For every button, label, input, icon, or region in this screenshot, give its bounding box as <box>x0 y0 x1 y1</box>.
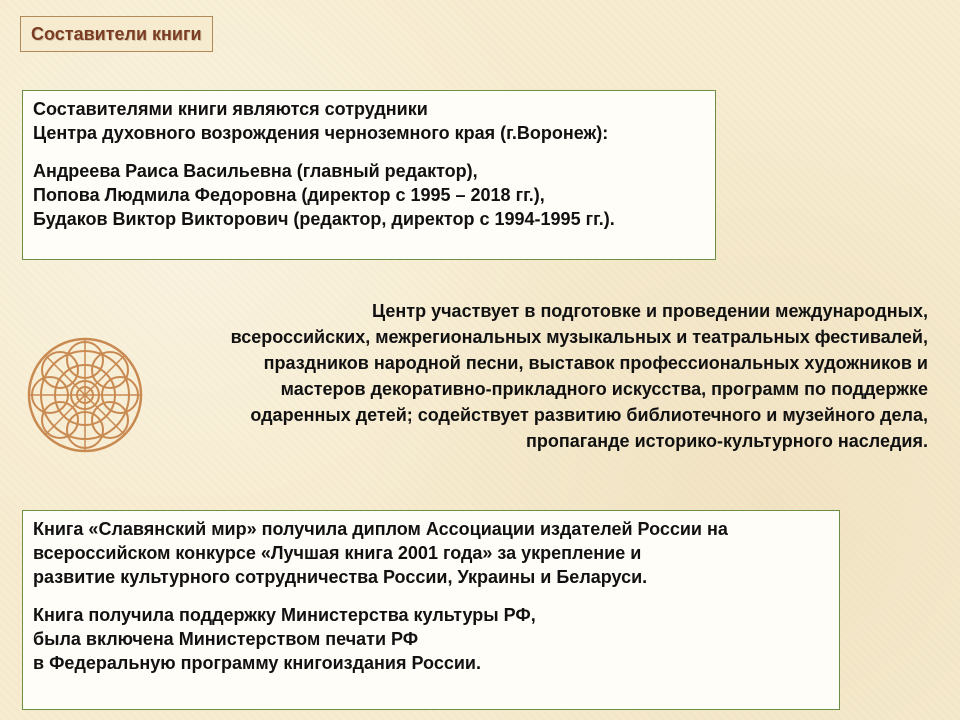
support-paragraph <box>33 603 829 675</box>
center-description-line: Центр участвует в подготовке и проведении международных, <box>372 301 928 321</box>
compilers-box <box>22 90 716 260</box>
center-description-line: пропаганде историко-культурного наследия. <box>526 431 928 451</box>
compiler-entry: Попова Людмила Федоровна (директор с 1995 – 2018 гг.), <box>33 185 545 205</box>
award-line: развитие культурного сотрудничества России, Украины и Беларуси. <box>33 567 648 587</box>
compilers-intro-line: Центра духовного возрождения черноземного края (г.Воронеж): <box>33 123 609 143</box>
center-description-line: мастеров декоративно-прикладного искусства, программ по поддержке <box>280 379 928 399</box>
center-description-line: праздников народной песни, выставок профессиональных художников и <box>263 353 928 373</box>
compilers-people <box>33 159 705 231</box>
support-line: была включена Министерством печати РФ <box>33 629 419 649</box>
compiler-entry: Андреева Раиса Васильевна (главный редактор), <box>33 161 478 181</box>
center-description <box>128 298 928 454</box>
award-line: всероссийском конкурсе «Лучшая книга 2001 года» за укрепление и <box>33 543 642 563</box>
award-box <box>22 510 840 710</box>
award-line: Книга «Славянский мир» получила диплом Ассоциации издателей России на <box>33 519 728 539</box>
center-description-line: одаренных детей; содействует развитию библиотечного и музейного дела, <box>250 405 928 425</box>
center-description-line: всероссийских, межрегиональных музыкальных и театральных фестивалей, <box>230 327 928 347</box>
compiler-entry: Будаков Виктор Викторович (редактор, директор с 1994-1995 гг.). <box>33 209 615 229</box>
compilers-intro-line: Составителями книги являются сотрудники <box>33 99 428 119</box>
award-paragraph <box>33 517 829 589</box>
slide-title-text: Составители книги <box>31 23 202 44</box>
support-line: в Федеральную программу книгоиздания России. <box>33 653 481 673</box>
compilers-intro <box>33 97 705 145</box>
support-line: Книга получила поддержку Министерства культуры РФ, <box>33 605 536 625</box>
slide-title <box>20 16 213 52</box>
